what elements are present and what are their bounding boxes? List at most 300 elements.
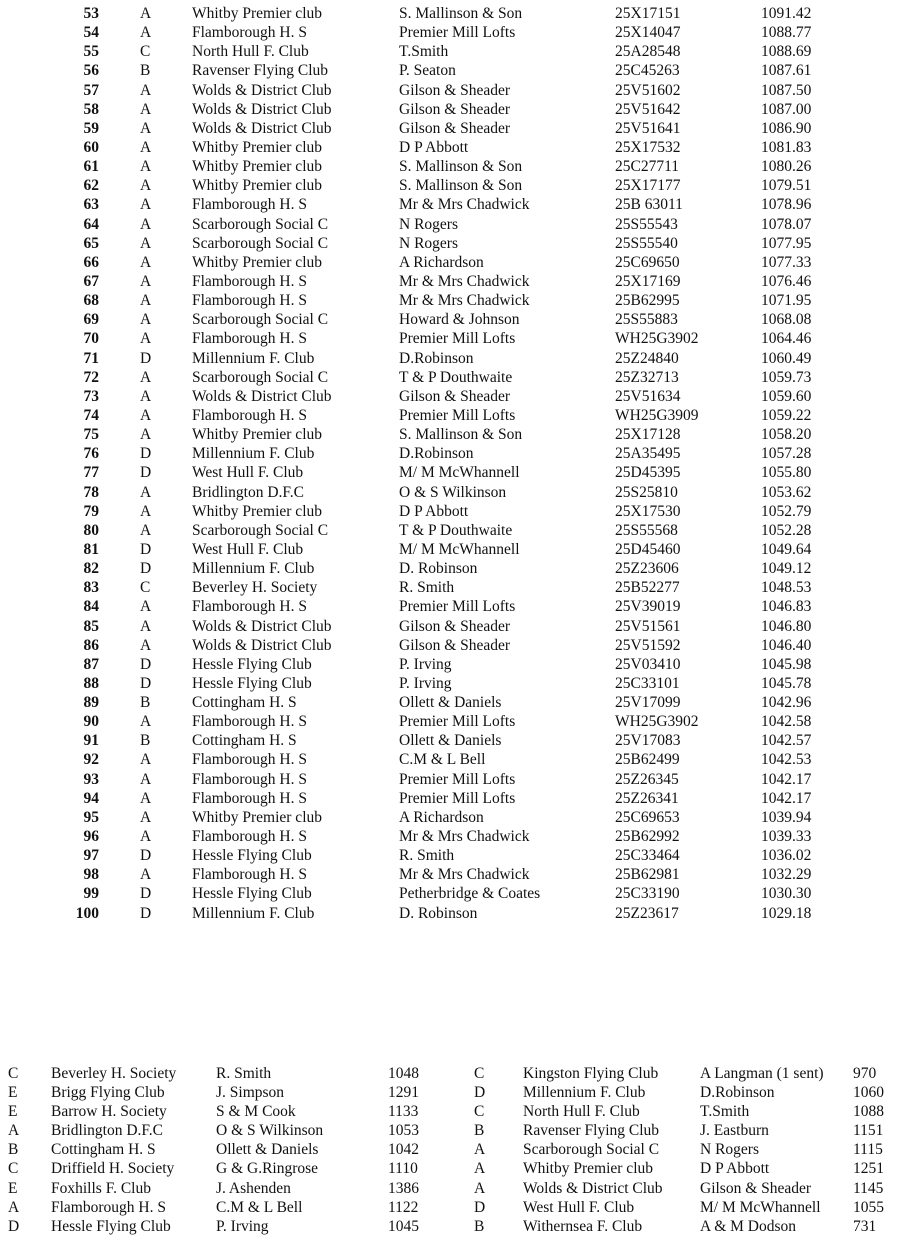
position-cell: 61 [83,158,99,176]
club-best-row [0,1198,903,1217]
position-cell: 92 [83,751,99,769]
club-cell: Hessle Flying Club [192,847,312,865]
section-cell: A [140,138,152,156]
club-cell: Flamborough H. S [192,770,307,788]
velocity-cell: 1078.96 [761,196,812,214]
velocity-cell: 1036.02 [761,847,812,865]
section-cell: D [140,445,152,463]
velocity-cell: 1059.73 [761,368,812,386]
velocity-cell: 1091.42 [761,5,812,22]
position-cell: 100 [75,904,99,922]
club-cell: Scarborough Social C [192,215,329,233]
club-cell: Cottingham H. S [192,732,297,750]
ring-number-cell: 25S55883 [615,311,678,329]
position-cell: 79 [83,502,99,520]
ring-number-cell: 25X17532 [615,138,681,156]
club-cell: Flamborough H. S [192,789,307,807]
section-cell: A [140,24,152,42]
ring-number-cell: 25X17530 [615,502,681,520]
result-row [0,4,903,23]
velocity-cell: 1046.80 [761,617,812,635]
position-cell: 53 [83,5,99,22]
section-cell: A [140,828,152,846]
velocity-cell: 1058.20 [761,426,812,444]
club-cell: Flamborough H. S [192,598,307,616]
position-cell: 62 [83,177,99,195]
result-row [0,176,903,195]
velocity-cell: 1088.77 [761,24,812,42]
club-cell: Bridlington D.F.C [51,1122,164,1140]
best-velocity-cell: 1115 [853,1141,883,1159]
results-table [0,4,903,923]
club-cell: Flamborough H. S [192,196,307,214]
position-cell: 78 [83,483,99,501]
position-cell: 71 [83,349,99,367]
fancier-cell: Premier Mill Lofts [399,598,516,616]
fancier-cell: Gilson & Sheader [399,81,511,99]
fancier-cell: S. Mallinson & Son [399,158,523,176]
best-velocity-cell: 1122 [388,1198,419,1216]
club-cell: Whitby Premier club [192,5,322,22]
club-best-row [0,1121,903,1140]
result-row [0,195,903,214]
fancier-cell: A Richardson [399,808,484,826]
best-velocity-cell: 1048 [388,1065,419,1082]
section-cell: A [474,1141,486,1159]
club-cell: Beverley H. Society [51,1065,177,1082]
result-row [0,444,903,463]
section-cell: A [140,100,152,118]
velocity-cell: 1081.83 [761,138,812,156]
ring-number-cell: 25B62992 [615,828,680,846]
position-cell: 98 [83,866,99,884]
section-cell: A [140,521,152,539]
fancier-cell: D.Robinson [700,1084,775,1102]
fancier-cell: D P Abbott [399,502,469,520]
best-velocity-cell: 1088 [853,1103,884,1121]
result-row [0,731,903,750]
fancier-cell: M/ M McWhannell [399,540,520,558]
ring-number-cell: 25B 63011 [615,196,683,214]
ring-number-cell: 25Z26345 [615,770,679,788]
fancier-cell: Ollett & Daniels [216,1141,319,1159]
club-cell: Millennium F. Club [192,904,315,922]
ring-number-cell: 25X17169 [615,272,681,290]
club-cell: Whitby Premier club [192,138,322,156]
position-cell: 75 [83,426,99,444]
velocity-cell: 1032.29 [761,866,812,884]
club-cell: Whitby Premier club [192,177,322,195]
result-row [0,387,903,406]
club-cell: Whitby Premier club [192,502,322,520]
ring-number-cell: 25V51602 [615,81,681,99]
result-row [0,138,903,157]
section-cell: A [140,119,152,137]
ring-number-cell: 25Z32713 [615,368,679,386]
ring-number-cell: 25Z23617 [615,904,679,922]
result-row [0,617,903,636]
result-row [0,234,903,253]
result-row [0,636,903,655]
club-cell: Brigg Flying Club [51,1084,165,1102]
club-cell: Flamborough H. S [192,713,307,731]
position-cell: 86 [83,636,99,654]
velocity-cell: 1039.33 [761,828,812,846]
section-cell: D [140,349,152,367]
velocity-cell: 1046.40 [761,636,812,654]
fancier-cell: Mr & Mrs Chadwick [399,292,530,310]
position-cell: 90 [83,713,99,731]
fancier-cell: Gilson & Sheader [700,1179,812,1197]
ring-number-cell: 25C69650 [615,253,680,271]
section-cell: A [140,5,152,22]
velocity-cell: 1042.96 [761,694,812,712]
section-cell: E [8,1179,18,1197]
ring-number-cell: 25A28548 [615,43,681,61]
position-cell: 59 [83,119,99,137]
result-row [0,406,903,425]
velocity-cell: 1049.12 [761,560,812,578]
result-row [0,23,903,42]
position-cell: 67 [83,272,99,290]
section-cell: A [474,1160,486,1178]
section-cell: A [140,272,152,290]
fancier-cell: Premier Mill Lofts [399,789,516,807]
section-cell: A [140,636,152,654]
result-row [0,578,903,597]
position-cell: 72 [83,368,99,386]
ring-number-cell: 25V17099 [615,694,681,712]
fancier-cell: Howard & Johnson [399,311,520,329]
position-cell: 82 [83,560,99,578]
fancier-cell: Gilson & Sheader [399,119,511,137]
velocity-cell: 1064.46 [761,330,812,348]
best-velocity-cell: 1045 [388,1217,419,1235]
ring-number-cell: 25V03410 [615,655,681,673]
club-cell: Hessle Flying Club [192,655,312,673]
result-row [0,272,903,291]
result-row [0,310,903,329]
section-cell: C [140,579,151,597]
ring-number-cell: 25Z24840 [615,349,679,367]
result-row [0,61,903,80]
ring-number-cell: 25A35495 [615,445,681,463]
section-cell: A [140,292,152,310]
section-cell: D [140,560,152,578]
velocity-cell: 1087.00 [761,100,812,118]
section-cell: A [140,713,152,731]
fancier-cell: O & S Wilkinson [216,1122,324,1140]
position-cell: 54 [83,24,99,42]
club-cell: Flamborough H. S [192,751,307,769]
position-cell: 94 [83,789,99,807]
position-cell: 84 [83,598,99,616]
velocity-cell: 1045.98 [761,655,812,673]
fancier-cell: N Rogers [399,215,458,233]
section-cell: A [140,215,152,233]
ring-number-cell: 25Z26341 [615,789,679,807]
fancier-cell: Petherbridge & Coates [399,885,541,903]
fancier-cell: Mr & Mrs Chadwick [399,828,530,846]
position-cell: 81 [83,540,99,558]
result-row [0,368,903,387]
position-cell: 99 [83,885,99,903]
position-cell: 89 [83,694,99,712]
club-cell: Hessle Flying Club [192,885,312,903]
ring-number-cell: 25B62981 [615,866,680,884]
position-cell: 60 [83,138,99,156]
velocity-cell: 1059.22 [761,406,812,424]
section-cell: D [474,1084,486,1102]
result-row [0,349,903,368]
best-velocity-cell: 1133 [388,1103,419,1121]
result-row [0,215,903,234]
fancier-cell: N Rogers [700,1141,759,1159]
fancier-cell: Mr & Mrs Chadwick [399,196,530,214]
fancier-cell: A Langman (1 sent) [700,1065,824,1082]
club-cell: North Hull F. Club [192,43,309,61]
result-row [0,157,903,176]
velocity-cell: 1088.69 [761,43,812,61]
fancier-cell: T & P Douthwaite [399,368,513,386]
fancier-cell: Premier Mill Lofts [399,24,516,42]
ring-number-cell: 25V51592 [615,636,681,654]
fancier-cell: T.Smith [399,43,449,61]
result-row [0,750,903,769]
club-cell: Scarborough Social C [192,311,329,329]
section-cell: A [140,330,152,348]
result-row [0,291,903,310]
ring-number-cell: 25V17083 [615,732,681,750]
ring-number-cell: 25C45263 [615,62,680,80]
fancier-cell: Premier Mill Lofts [399,406,516,424]
position-cell: 64 [83,215,99,233]
position-cell: 58 [83,100,99,118]
section-cell: D [140,674,152,692]
club-cell: Wolds & District Club [192,636,332,654]
result-row [0,463,903,482]
ring-number-cell: 25S55540 [615,234,678,252]
best-velocity-cell: 1386 [388,1179,419,1197]
velocity-cell: 1048.53 [761,579,812,597]
section-cell: A [140,483,152,501]
club-best-row [0,1179,903,1198]
ring-number-cell: 25V51642 [615,100,681,118]
club-cell: Bridlington D.F.C [192,483,305,501]
velocity-cell: 1060.49 [761,349,812,367]
position-cell: 77 [83,464,99,482]
club-cell: West Hull F. Club [523,1198,635,1216]
section-cell: A [140,751,152,769]
ring-number-cell: 25D45395 [615,464,681,482]
club-best-table [0,1064,903,1236]
club-cell: Whitby Premier club [523,1160,653,1178]
section-cell: C [474,1065,485,1082]
best-velocity-cell: 1251 [853,1160,884,1178]
velocity-cell: 1086.90 [761,119,812,137]
club-best-row [0,1159,903,1178]
section-cell: B [474,1217,485,1235]
fancier-cell: J. Simpson [216,1084,285,1102]
club-cell: Driffield H. Society [51,1160,175,1178]
fancier-cell: D.Robinson [399,349,474,367]
result-row [0,559,903,578]
result-row [0,100,903,119]
club-cell: Millennium F. Club [192,560,315,578]
club-cell: West Hull F. Club [192,464,304,482]
club-cell: Flamborough H. S [192,866,307,884]
club-cell: Beverley H. Society [192,579,318,597]
section-cell: C [8,1160,19,1178]
result-row [0,789,903,808]
position-cell: 96 [83,828,99,846]
velocity-cell: 1059.60 [761,387,812,405]
fancier-cell: C.M & L Bell [399,751,486,769]
velocity-cell: 1078.07 [761,215,812,233]
fancier-cell: Gilson & Sheader [399,100,511,118]
fancier-cell: S & M Cook [216,1103,296,1121]
position-cell: 74 [83,406,99,424]
position-cell: 80 [83,521,99,539]
club-cell: Flamborough H. S [51,1198,166,1216]
fancier-cell: M/ M McWhannell [700,1198,821,1216]
result-row [0,81,903,100]
fancier-cell: O & S Wilkinson [399,483,507,501]
ring-number-cell: 25B62499 [615,751,680,769]
section-cell: A [140,177,152,195]
club-cell: Scarborough Social C [192,368,329,386]
section-cell: A [140,770,152,788]
fancier-cell: Mr & Mrs Chadwick [399,866,530,884]
club-cell: Ravenser Flying Club [192,62,329,80]
velocity-cell: 1042.53 [761,751,812,769]
section-cell: A [140,789,152,807]
club-cell: Foxhills F. Club [51,1179,151,1197]
position-cell: 70 [83,330,99,348]
section-cell: C [8,1065,19,1082]
club-cell: Flamborough H. S [192,24,307,42]
fancier-cell: Premier Mill Lofts [399,330,516,348]
ring-number-cell: WH25G3902 [615,330,699,348]
section-cell: A [140,502,152,520]
section-cell: A [140,406,152,424]
velocity-cell: 1039.94 [761,808,812,826]
club-cell: Scarborough Social C [192,234,329,252]
fancier-cell: P. Seaton [399,62,456,80]
club-cell: Flamborough H. S [192,828,307,846]
fancier-cell: Ollett & Daniels [399,732,502,750]
club-cell: Wolds & District Club [192,119,332,137]
velocity-cell: 1076.46 [761,272,812,290]
fancier-cell: G & G.Ringrose [216,1160,319,1178]
fancier-cell: S. Mallinson & Son [399,426,523,444]
velocity-cell: 1045.78 [761,674,812,692]
section-cell: A [140,387,152,405]
club-best-row [0,1102,903,1121]
club-best-row [0,1064,903,1083]
position-cell: 76 [83,445,99,463]
fancier-cell: Gilson & Sheader [399,387,511,405]
fancier-cell: J. Ashenden [216,1179,291,1197]
ring-number-cell: 25V39019 [615,598,681,616]
ring-number-cell: 25C27711 [615,158,680,176]
section-cell: A [140,368,152,386]
club-cell: Kingston Flying Club [523,1065,659,1082]
velocity-cell: 1042.17 [761,789,812,807]
fancier-cell: D P Abbott [700,1160,770,1178]
section-cell: A [140,426,152,444]
result-row [0,827,903,846]
section-cell: A [140,808,152,826]
section-cell: A [140,311,152,329]
result-row [0,42,903,61]
fancier-cell: A Richardson [399,253,484,271]
ring-number-cell: 25S25810 [615,483,678,501]
position-cell: 93 [83,770,99,788]
position-cell: 87 [83,655,99,673]
best-velocity-cell: 1055 [853,1198,884,1216]
club-cell: Cottingham H. S [192,694,297,712]
ring-number-cell: WH25G3909 [615,406,699,424]
fancier-cell: N Rogers [399,234,458,252]
section-cell: E [8,1103,18,1121]
section-cell: A [140,158,152,176]
section-cell: B [140,694,151,712]
ring-number-cell: 25X17177 [615,177,681,195]
club-cell: Scarborough Social C [523,1141,660,1159]
fancier-cell: Premier Mill Lofts [399,713,516,731]
club-cell: Scarborough Social C [192,521,329,539]
position-cell: 85 [83,617,99,635]
velocity-cell: 1087.61 [761,62,812,80]
section-cell: C [474,1103,485,1121]
position-cell: 91 [83,732,99,750]
position-cell: 88 [83,674,99,692]
fancier-cell: Ollett & Daniels [399,694,502,712]
position-cell: 68 [83,292,99,310]
section-cell: D [474,1198,486,1216]
club-cell: Millennium F. Club [192,349,315,367]
velocity-cell: 1049.64 [761,540,812,558]
velocity-cell: 1080.26 [761,158,812,176]
velocity-cell: 1029.18 [761,904,812,922]
fancier-cell: Premier Mill Lofts [399,770,516,788]
fancier-cell: Gilson & Sheader [399,636,511,654]
fancier-cell: J. Eastburn [700,1122,769,1140]
ring-number-cell: 25C69653 [615,808,680,826]
section-cell: A [140,196,152,214]
ring-number-cell: 25V51641 [615,119,681,137]
ring-number-cell: 25X17128 [615,426,681,444]
ring-number-cell: 25Z23606 [615,560,679,578]
velocity-cell: 1068.08 [761,311,812,329]
velocity-cell: 1079.51 [761,177,812,195]
result-row [0,904,903,923]
club-cell: Millennium F. Club [192,445,315,463]
ring-number-cell: 25C33464 [615,847,680,865]
section-cell: A [140,81,152,99]
club-cell: Wolds & District Club [192,617,332,635]
velocity-cell: 1087.50 [761,81,812,99]
fancier-cell: D. Robinson [399,560,478,578]
result-row [0,119,903,138]
result-row [0,253,903,272]
position-cell: 55 [83,43,99,61]
fancier-cell: R. Smith [216,1065,272,1082]
velocity-cell: 1030.30 [761,885,812,903]
fancier-cell: P. Irving [399,655,452,673]
fancier-cell: R. Smith [399,579,455,597]
